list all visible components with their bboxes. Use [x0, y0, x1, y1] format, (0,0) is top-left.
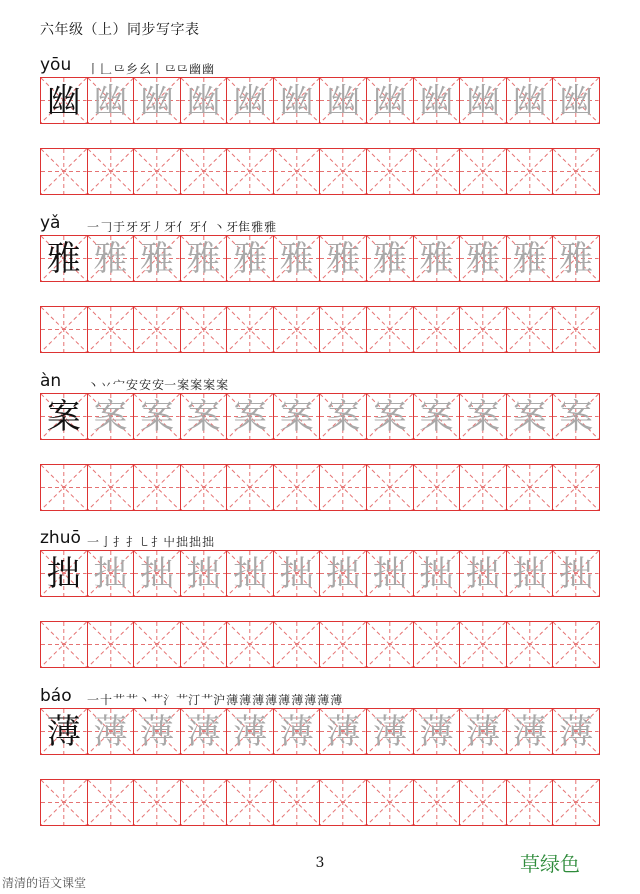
empty-practice-row	[40, 148, 600, 195]
empty-practice-cell[interactable]	[553, 622, 599, 667]
trace-character-cell[interactable]	[460, 709, 507, 754]
trace-character: 幽	[279, 80, 314, 121]
tracing-row	[40, 77, 600, 124]
empty-practice-cell[interactable]	[88, 307, 135, 352]
page-title: 六年级（上）同步写字表	[40, 22, 200, 38]
trace-character-cell[interactable]	[181, 551, 228, 596]
stroke-step: 牙亻	[164, 220, 189, 234]
trace-character: 幽	[326, 80, 361, 121]
empty-practice-cell[interactable]	[227, 465, 274, 510]
trace-character-cell[interactable]	[227, 709, 274, 754]
tracing-row	[40, 393, 600, 440]
stroke-step: 艹汀	[176, 693, 201, 707]
stroke-step: 宀	[113, 378, 126, 392]
trace-character: 薄	[326, 711, 361, 752]
stroke-step: 拙	[202, 535, 215, 549]
trace-character: 雅	[512, 238, 547, 279]
stroke-step: 扌	[113, 535, 126, 549]
empty-practice-cell[interactable]	[227, 307, 274, 352]
trace-character: 案	[372, 396, 407, 437]
trace-character: 薄	[233, 711, 268, 752]
trace-character: 拙	[372, 553, 407, 594]
tracing-row	[40, 235, 600, 282]
trace-character: 薄	[93, 711, 128, 752]
empty-practice-cell[interactable]	[181, 307, 228, 352]
trace-character: 拙	[465, 553, 500, 594]
trace-character: 薄	[279, 711, 314, 752]
stroke-step: 牙	[126, 220, 139, 234]
character-header	[40, 526, 600, 550]
trace-character-cell[interactable]	[414, 709, 461, 754]
empty-practice-cell[interactable]	[507, 465, 554, 510]
trace-character-cell[interactable]	[507, 394, 554, 439]
model-character-cell[interactable]	[41, 78, 88, 123]
character-block	[40, 684, 600, 826]
empty-practice-cell[interactable]	[553, 465, 599, 510]
empty-practice-cell[interactable]	[134, 780, 181, 825]
trace-character: 幽	[233, 80, 268, 121]
trace-character-cell[interactable]	[553, 78, 599, 123]
pinyin-label: àn	[40, 371, 62, 391]
trace-character-cell[interactable]	[181, 236, 228, 281]
empty-practice-cell[interactable]	[367, 149, 414, 194]
trace-character-cell[interactable]	[134, 709, 181, 754]
empty-practice-cell[interactable]	[41, 307, 88, 352]
trace-character-cell[interactable]	[134, 551, 181, 596]
stroke-step: 十	[100, 693, 113, 707]
stroke-step: 薄	[226, 693, 239, 707]
trace-character: 幽	[465, 80, 500, 121]
empty-practice-cell[interactable]	[320, 622, 367, 667]
trace-character: 案	[93, 396, 128, 437]
stroke-step: 安	[126, 378, 139, 392]
trace-character: 拙	[93, 553, 128, 594]
stroke-step: 扌屮	[151, 535, 176, 549]
trace-character: 雅	[465, 238, 500, 279]
empty-practice-cell[interactable]	[553, 780, 599, 825]
empty-practice-cell[interactable]	[41, 622, 88, 667]
trace-character: 薄	[139, 711, 174, 752]
empty-practice-cell[interactable]	[507, 307, 554, 352]
stroke-step: 雅	[264, 220, 277, 234]
empty-practice-cell[interactable]	[553, 307, 599, 352]
empty-practice-cell[interactable]	[88, 149, 135, 194]
character-block	[40, 53, 600, 195]
empty-practice-cell[interactable]	[134, 622, 181, 667]
stroke-step: 牙隹	[226, 220, 251, 234]
stroke-step: 扌㇄	[126, 535, 151, 549]
stroke-step: 一	[87, 220, 100, 234]
stroke-step: 薄	[239, 693, 252, 707]
trace-character-cell[interactable]	[181, 78, 228, 123]
empty-practice-cell[interactable]	[181, 149, 228, 194]
empty-practice-cell[interactable]	[88, 622, 135, 667]
pinyin-label: zhuō	[40, 528, 81, 548]
empty-practice-row	[40, 621, 600, 668]
empty-practice-cell[interactable]	[414, 149, 461, 194]
color-name-label: 草绿色	[520, 852, 580, 876]
empty-practice-cell[interactable]	[227, 622, 274, 667]
trace-character-cell[interactable]	[553, 236, 599, 281]
trace-character-cell[interactable]	[88, 709, 135, 754]
empty-practice-cell[interactable]	[460, 622, 507, 667]
trace-character: 雅	[372, 238, 407, 279]
trace-character-cell[interactable]	[460, 394, 507, 439]
empty-practice-cell[interactable]	[320, 307, 367, 352]
model-character: 薄	[46, 711, 81, 752]
empty-practice-cell[interactable]	[88, 465, 135, 510]
trace-character: 幽	[139, 80, 174, 121]
empty-practice-cell[interactable]	[460, 149, 507, 194]
character-header	[40, 53, 600, 77]
trace-character-cell[interactable]	[507, 709, 554, 754]
trace-character: 案	[326, 396, 361, 437]
trace-character-cell[interactable]	[227, 394, 274, 439]
trace-character-cell[interactable]	[367, 709, 414, 754]
empty-practice-row	[40, 306, 600, 353]
empty-practice-cell[interactable]	[507, 622, 554, 667]
empty-practice-cell[interactable]	[460, 465, 507, 510]
stroke-order-sequence	[87, 379, 228, 392]
stroke-step: 于	[113, 220, 126, 234]
trace-character: 幽	[93, 80, 128, 121]
trace-character-cell[interactable]	[414, 236, 461, 281]
trace-character-cell[interactable]	[367, 78, 414, 123]
trace-character: 雅	[186, 238, 221, 279]
trace-character: 雅	[139, 238, 174, 279]
tracing-row	[40, 708, 600, 755]
empty-practice-cell[interactable]	[134, 307, 181, 352]
model-character-cell[interactable]	[41, 394, 88, 439]
stroke-step: 𠃌	[100, 220, 113, 234]
trace-character: 拙	[419, 553, 454, 594]
trace-character: 幽	[419, 80, 454, 121]
stroke-step: 雅	[251, 220, 264, 234]
stroke-step: ⺋	[113, 62, 126, 76]
trace-character: 案	[186, 396, 221, 437]
character-block	[40, 369, 600, 511]
empty-practice-row	[40, 779, 600, 826]
empty-practice-cell[interactable]	[134, 465, 181, 510]
trace-character: 雅	[419, 238, 454, 279]
stroke-step: 薄	[265, 693, 278, 707]
model-character-cell[interactable]	[41, 709, 88, 754]
trace-character: 案	[465, 396, 500, 437]
trace-character-cell[interactable]	[507, 78, 554, 123]
tracing-row	[40, 550, 600, 597]
trace-character: 薄	[372, 711, 407, 752]
empty-practice-cell[interactable]	[414, 780, 461, 825]
trace-character: 幽	[512, 80, 547, 121]
trace-character-cell[interactable]	[507, 236, 554, 281]
trace-character-cell[interactable]	[227, 78, 274, 123]
trace-character-cell[interactable]	[134, 394, 181, 439]
trace-character-cell[interactable]	[227, 551, 274, 596]
trace-character-cell[interactable]	[460, 78, 507, 123]
stroke-step: 丷	[100, 378, 113, 392]
stroke-step: 艹沪	[201, 693, 226, 707]
empty-practice-cell[interactable]	[274, 149, 321, 194]
empty-practice-cell[interactable]	[414, 465, 461, 510]
stroke-step: 案	[177, 378, 190, 392]
trace-character-cell[interactable]	[88, 394, 135, 439]
trace-character: 拙	[279, 553, 314, 594]
trace-character-cell[interactable]	[320, 394, 367, 439]
trace-character: 案	[512, 396, 547, 437]
trace-character-cell[interactable]	[320, 709, 367, 754]
empty-practice-cell[interactable]	[274, 465, 321, 510]
empty-practice-cell[interactable]	[41, 780, 88, 825]
trace-character: 幽	[186, 80, 221, 121]
empty-practice-cell[interactable]	[460, 307, 507, 352]
trace-character: 案	[139, 396, 174, 437]
empty-practice-cell[interactable]	[553, 149, 599, 194]
stroke-order-sequence	[87, 694, 342, 707]
trace-character: 薄	[419, 711, 454, 752]
trace-character: 拙	[326, 553, 361, 594]
stroke-step: 薄	[252, 693, 265, 707]
trace-character-cell[interactable]	[274, 78, 321, 123]
character-header	[40, 211, 600, 235]
trace-character-cell[interactable]	[414, 551, 461, 596]
stroke-step: 幺丨	[139, 62, 164, 76]
empty-practice-cell[interactable]	[88, 780, 135, 825]
trace-character-cell[interactable]	[88, 551, 135, 596]
character-header	[40, 684, 600, 708]
trace-character-cell[interactable]	[414, 78, 461, 123]
stroke-step: 乡	[126, 62, 139, 76]
watermark: 清清的语文课堂	[2, 876, 87, 890]
stroke-step: 一	[87, 535, 100, 549]
empty-practice-cell[interactable]	[274, 622, 321, 667]
stroke-step: 案	[216, 378, 229, 392]
trace-character: 拙	[233, 553, 268, 594]
trace-character: 雅	[233, 238, 268, 279]
empty-practice-cell[interactable]	[274, 780, 321, 825]
trace-character: 雅	[93, 238, 128, 279]
empty-practice-cell[interactable]	[181, 465, 228, 510]
trace-character-cell[interactable]	[88, 236, 135, 281]
stroke-step: 拙	[189, 535, 202, 549]
stroke-step: 幽	[189, 62, 202, 76]
model-character-cell[interactable]	[41, 236, 88, 281]
empty-practice-cell[interactable]	[227, 780, 274, 825]
trace-character-cell[interactable]	[320, 236, 367, 281]
stroke-step: 艹氵	[151, 693, 176, 707]
pinyin-label: yōu	[40, 55, 72, 75]
stroke-order-sequence	[87, 221, 276, 234]
stroke-step: 安一	[152, 378, 177, 392]
empty-practice-cell[interactable]	[367, 465, 414, 510]
trace-character-cell[interactable]	[367, 394, 414, 439]
page-number: 3	[315, 855, 325, 871]
stroke-step: 丶	[87, 378, 100, 392]
trace-character: 雅	[279, 238, 314, 279]
empty-practice-cell[interactable]	[181, 622, 228, 667]
stroke-step: 幽	[202, 62, 215, 76]
empty-practice-cell[interactable]	[414, 307, 461, 352]
stroke-step: 案	[190, 378, 203, 392]
trace-character: 拙	[512, 553, 547, 594]
pinyin-label: yǎ	[40, 213, 61, 233]
trace-character: 案	[419, 396, 454, 437]
empty-practice-cell[interactable]	[41, 149, 88, 194]
stroke-step: 牙丿	[139, 220, 164, 234]
trace-character: 薄	[465, 711, 500, 752]
trace-character-cell[interactable]	[367, 236, 414, 281]
empty-practice-cell[interactable]	[41, 465, 88, 510]
stroke-step: 牙亻丶	[189, 220, 226, 234]
trace-character: 拙	[559, 553, 594, 594]
trace-character-cell[interactable]	[553, 709, 599, 754]
trace-character-cell[interactable]	[507, 551, 554, 596]
empty-practice-cell[interactable]	[507, 149, 554, 194]
trace-character-cell[interactable]	[274, 551, 321, 596]
empty-practice-cell[interactable]	[367, 307, 414, 352]
empty-practice-row	[40, 464, 600, 511]
empty-practice-cell[interactable]	[274, 307, 321, 352]
stroke-step: 薄	[330, 693, 343, 707]
stroke-step: 薄	[317, 693, 330, 707]
trace-character-cell[interactable]	[460, 551, 507, 596]
model-character: 雅	[46, 238, 81, 279]
trace-character-cell[interactable]	[134, 236, 181, 281]
trace-character-cell[interactable]	[320, 78, 367, 123]
stroke-step: 亅	[100, 535, 113, 549]
empty-practice-cell[interactable]	[367, 780, 414, 825]
stroke-step: ⺋⺋	[164, 62, 189, 76]
character-header	[40, 369, 600, 393]
trace-character-cell[interactable]	[181, 709, 228, 754]
model-character-cell[interactable]	[41, 551, 88, 596]
empty-practice-cell[interactable]	[460, 780, 507, 825]
trace-character: 薄	[559, 711, 594, 752]
trace-character-cell[interactable]	[553, 394, 599, 439]
empty-practice-cell[interactable]	[134, 149, 181, 194]
pinyin-label: báo	[40, 686, 72, 706]
trace-character: 案	[233, 396, 268, 437]
trace-character-cell[interactable]	[274, 394, 321, 439]
stroke-step: 𠃊	[100, 62, 113, 76]
stroke-step: 艹	[113, 693, 126, 707]
empty-practice-cell[interactable]	[227, 149, 274, 194]
model-character: 幽	[46, 80, 81, 121]
trace-character-cell[interactable]	[414, 394, 461, 439]
empty-practice-cell[interactable]	[320, 465, 367, 510]
empty-practice-cell[interactable]	[367, 622, 414, 667]
trace-character-cell[interactable]	[88, 78, 135, 123]
trace-character-cell[interactable]	[367, 551, 414, 596]
trace-character: 雅	[559, 238, 594, 279]
trace-character: 幽	[559, 80, 594, 121]
trace-character: 案	[559, 396, 594, 437]
stroke-order-sequence	[87, 536, 214, 549]
stroke-step: 丨	[87, 62, 100, 76]
empty-practice-cell[interactable]	[507, 780, 554, 825]
trace-character: 案	[279, 396, 314, 437]
trace-character-cell[interactable]	[274, 236, 321, 281]
trace-character-cell[interactable]	[460, 236, 507, 281]
trace-character-cell[interactable]	[181, 394, 228, 439]
empty-practice-cell[interactable]	[414, 622, 461, 667]
trace-character: 薄	[512, 711, 547, 752]
trace-character: 拙	[139, 553, 174, 594]
trace-character-cell[interactable]	[227, 236, 274, 281]
stroke-step: 拙	[176, 535, 189, 549]
stroke-step: 薄	[291, 693, 304, 707]
trace-character: 拙	[186, 553, 221, 594]
trace-character-cell[interactable]	[320, 551, 367, 596]
model-character: 案	[46, 396, 81, 437]
stroke-step: 案	[203, 378, 216, 392]
character-block	[40, 526, 600, 668]
stroke-step: 薄	[304, 693, 317, 707]
trace-character-cell[interactable]	[274, 709, 321, 754]
character-block	[40, 211, 600, 353]
empty-practice-cell[interactable]	[181, 780, 228, 825]
trace-character: 幽	[372, 80, 407, 121]
trace-character-cell[interactable]	[134, 78, 181, 123]
trace-character: 薄	[186, 711, 221, 752]
stroke-step: 安	[139, 378, 152, 392]
model-character: 拙	[46, 553, 81, 594]
trace-character: 雅	[326, 238, 361, 279]
stroke-order-sequence	[87, 63, 214, 76]
empty-practice-cell[interactable]	[320, 149, 367, 194]
stroke-step: 艹丶	[126, 693, 151, 707]
stroke-step: 一	[87, 693, 100, 707]
empty-practice-cell[interactable]	[320, 780, 367, 825]
trace-character-cell[interactable]	[553, 551, 599, 596]
stroke-step: 薄	[278, 693, 291, 707]
